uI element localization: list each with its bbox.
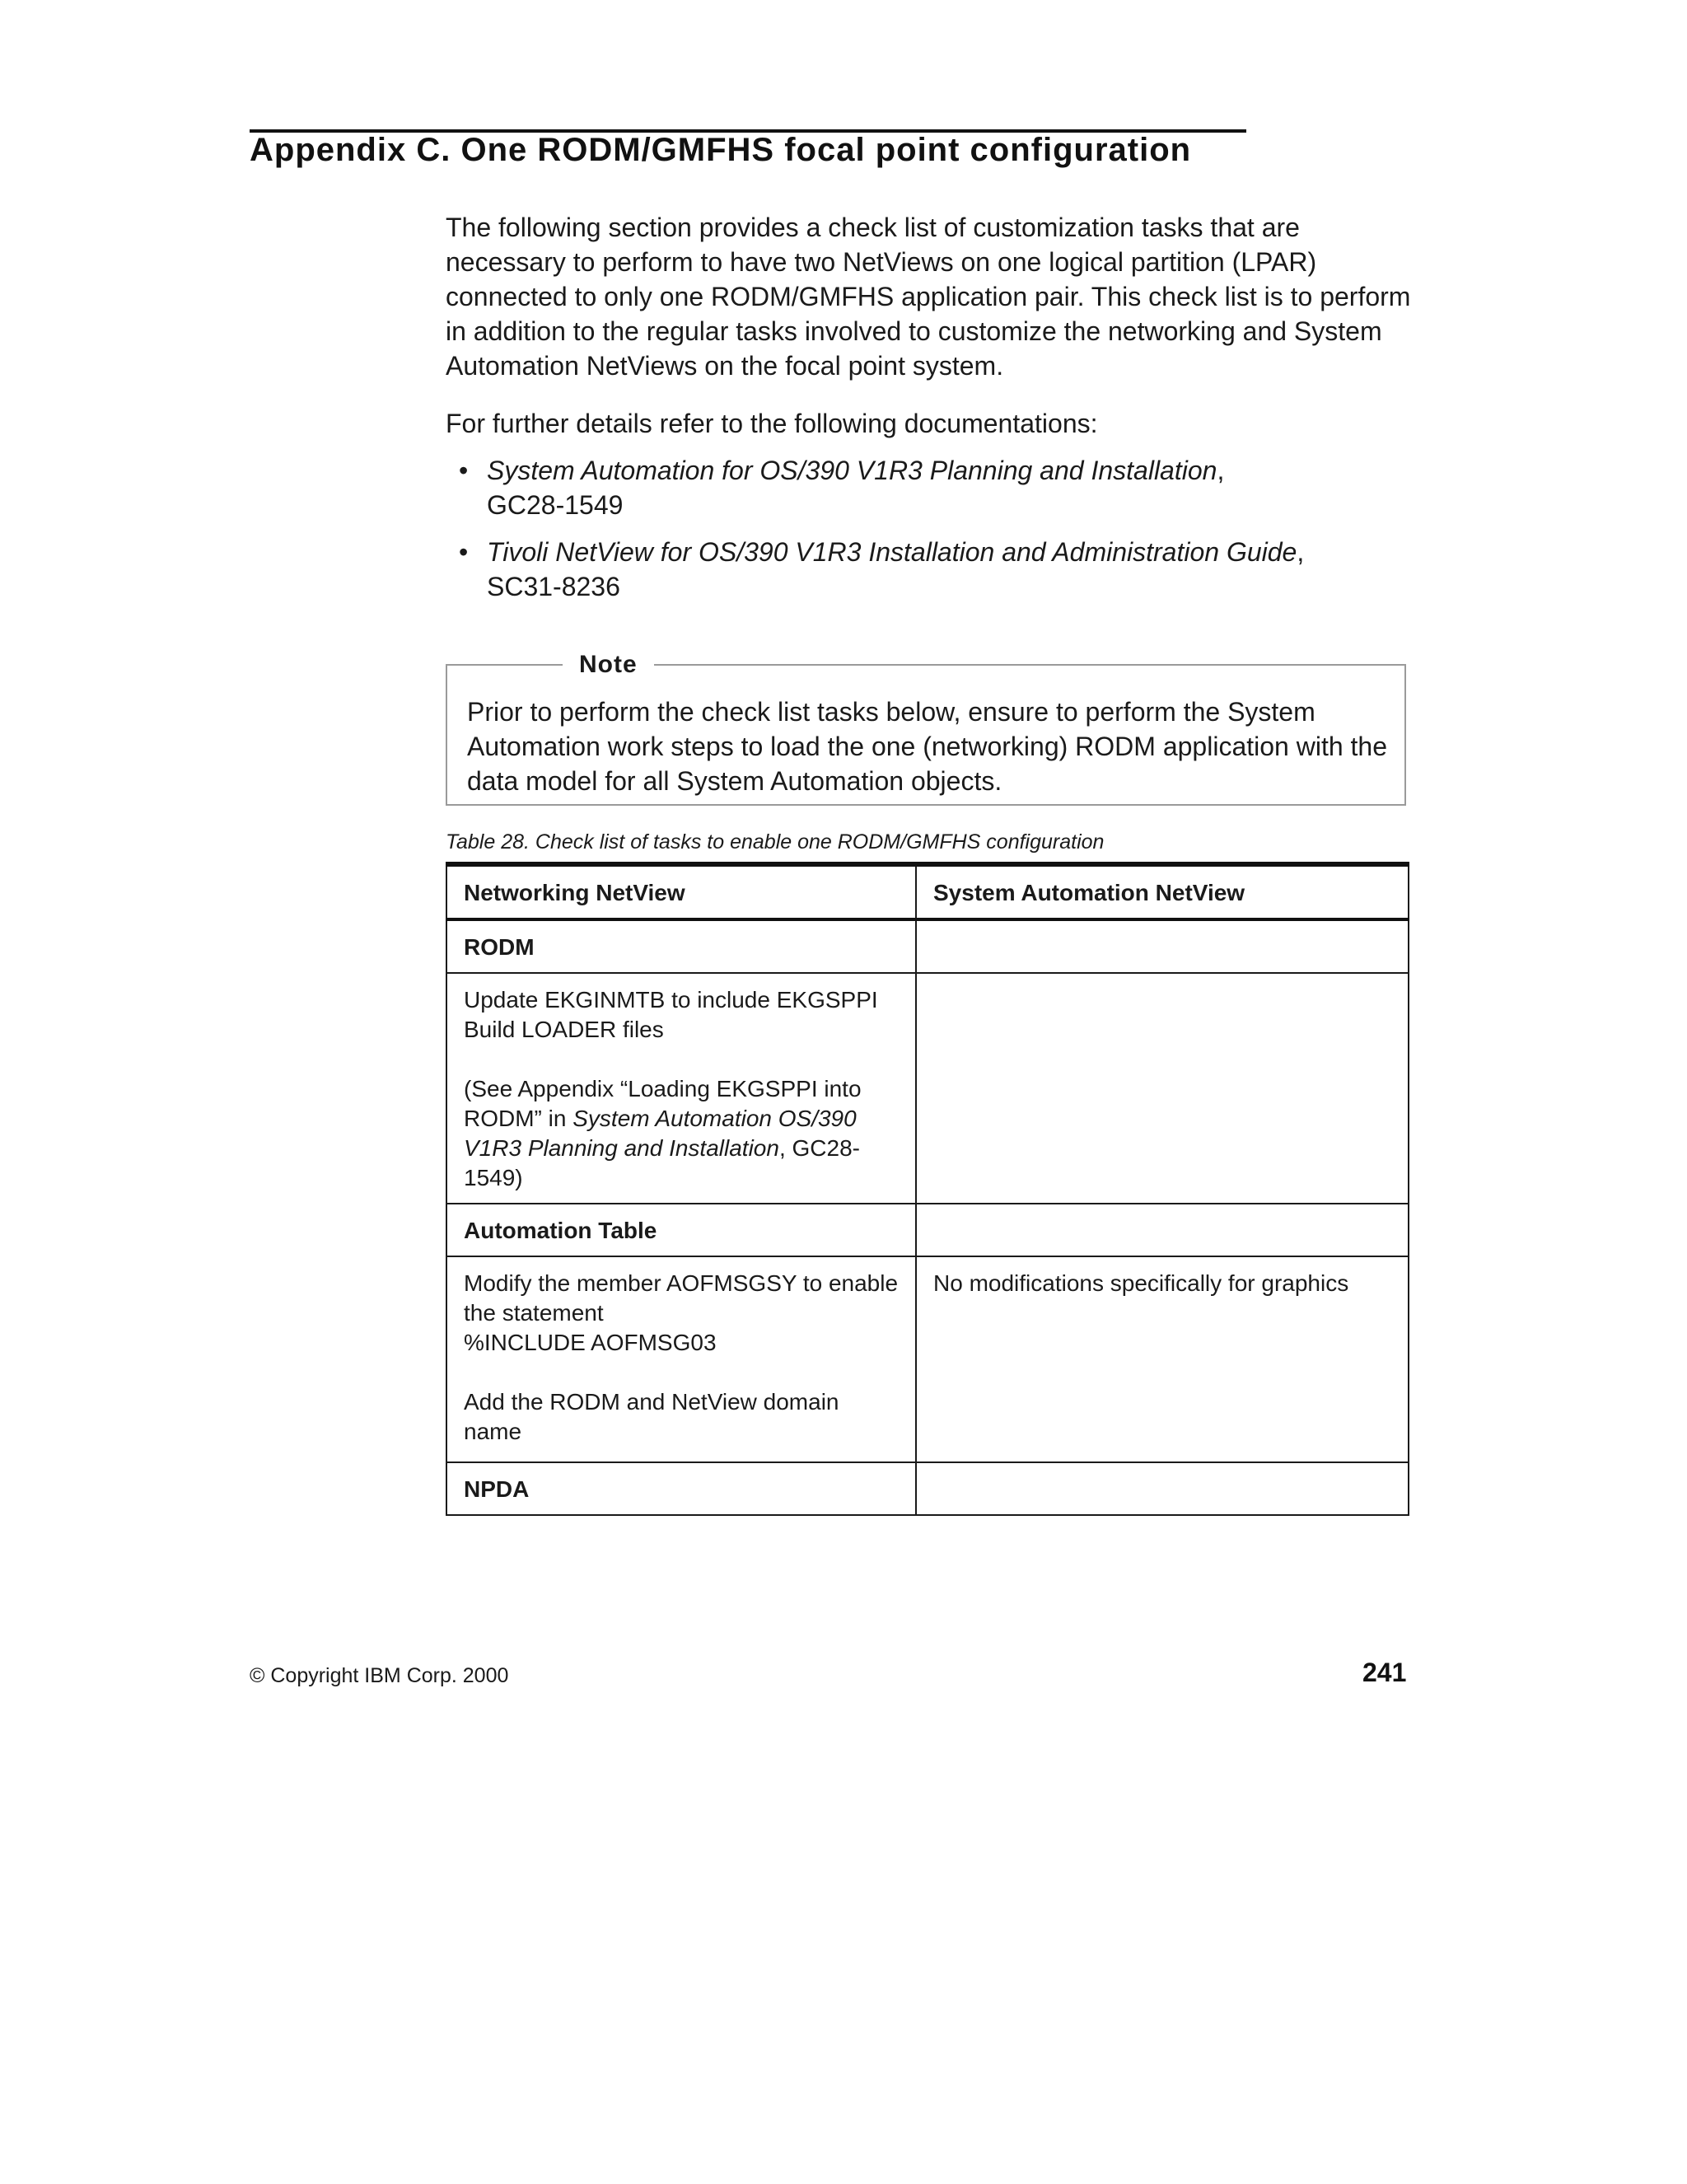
- rodm-see-title: System Automation OS/390 V1R3 Planning and Installation: [464, 1106, 857, 1161]
- list-item: [446, 535, 1418, 604]
- cell-spacer: [464, 1045, 899, 1074]
- section-npda: NPDA: [446, 1462, 916, 1515]
- footer-copyright: © Copyright IBM Corp. 2000: [250, 1664, 509, 1687]
- table-row: [446, 973, 1409, 1204]
- table-cell-empty: [916, 1204, 1409, 1256]
- header-networking-netview: Networking NetView: [446, 864, 916, 919]
- table-row: [446, 919, 1409, 973]
- table-header-row: [446, 864, 1409, 919]
- list-item: [446, 453, 1418, 522]
- automation-sa-cell: No modifications specifically for graphics: [916, 1256, 1409, 1462]
- automation-task-domain: Add the RODM and NetView domain name: [464, 1389, 839, 1444]
- reference-separator: ,: [1217, 456, 1225, 485]
- table-row: [446, 1462, 1409, 1515]
- table-cell-empty: [916, 919, 1409, 973]
- rodm-task-build: Build LOADER files: [464, 1017, 664, 1042]
- table-caption: Table 28. Check list of tasks to enable one RODM/GMFHS configuration: [446, 830, 1105, 853]
- page-title: Appendix C. One RODM/GMFHS focal point configuration: [250, 132, 1192, 168]
- bullet-icon: •: [459, 456, 469, 485]
- checklist-table: [446, 862, 1409, 1516]
- reference-title: Tivoli NetView for OS/390 V1R3 Installation and Administration Guide: [487, 537, 1297, 567]
- header-system-automation-netview: System Automation NetView: [916, 864, 1409, 919]
- bullet-icon: •: [459, 537, 469, 567]
- table-row: [446, 1256, 1409, 1462]
- page-number: 241: [1362, 1658, 1407, 1687]
- rodm-see-suffix: , GC28-1549): [464, 1135, 860, 1190]
- further-details-paragraph: For further details refer to the following documentations:: [446, 409, 1098, 438]
- reference-number: GC28-1549: [487, 490, 624, 520]
- automation-tasks-cell: [446, 1256, 916, 1462]
- section-automation-table: Automation Table: [446, 1204, 916, 1256]
- table-cell-empty: [916, 1462, 1409, 1515]
- table-row: [446, 1204, 1409, 1256]
- note-label: Note: [563, 651, 654, 679]
- section-rodm: RODM: [446, 919, 916, 973]
- rodm-task-update: Update EKGINMTB to include EKGSPPI: [464, 987, 878, 1012]
- reference-number: SC31-8236: [487, 572, 620, 601]
- note-box: [446, 651, 1406, 806]
- rodm-tasks-cell: [446, 973, 916, 1204]
- cell-spacer: [464, 1358, 899, 1387]
- intro-paragraph: The following section provides a check list of customization tasks that are necessary to perform to have two NetViews on one logical partition (LPAR) connected to only one RODM/GMFHS application pair. This check list is to perform in addition to the regular tasks involved to customize the networking and System Automation NetViews on the focal point system.: [446, 213, 1411, 381]
- rodm-see-prefix: (See Appendix “Loading EKGSPPI into RODM” in: [464, 1076, 862, 1131]
- automation-task-include: %INCLUDE AOFMSG03: [464, 1330, 717, 1355]
- note-text: Prior to perform the check list tasks below, ensure to perform the System Automation work steps to load the one (networking) RODM application with the data model for all System Automation objects.: [467, 697, 1387, 796]
- table-cell-empty: [916, 973, 1409, 1204]
- automation-task-modify: Modify the member AOFMSGSY to enable the statement: [464, 1270, 899, 1326]
- reference-title: System Automation for OS/390 V1R3 Planning and Installation: [487, 456, 1217, 485]
- reference-list: [446, 453, 1418, 616]
- reference-separator: ,: [1297, 537, 1305, 567]
